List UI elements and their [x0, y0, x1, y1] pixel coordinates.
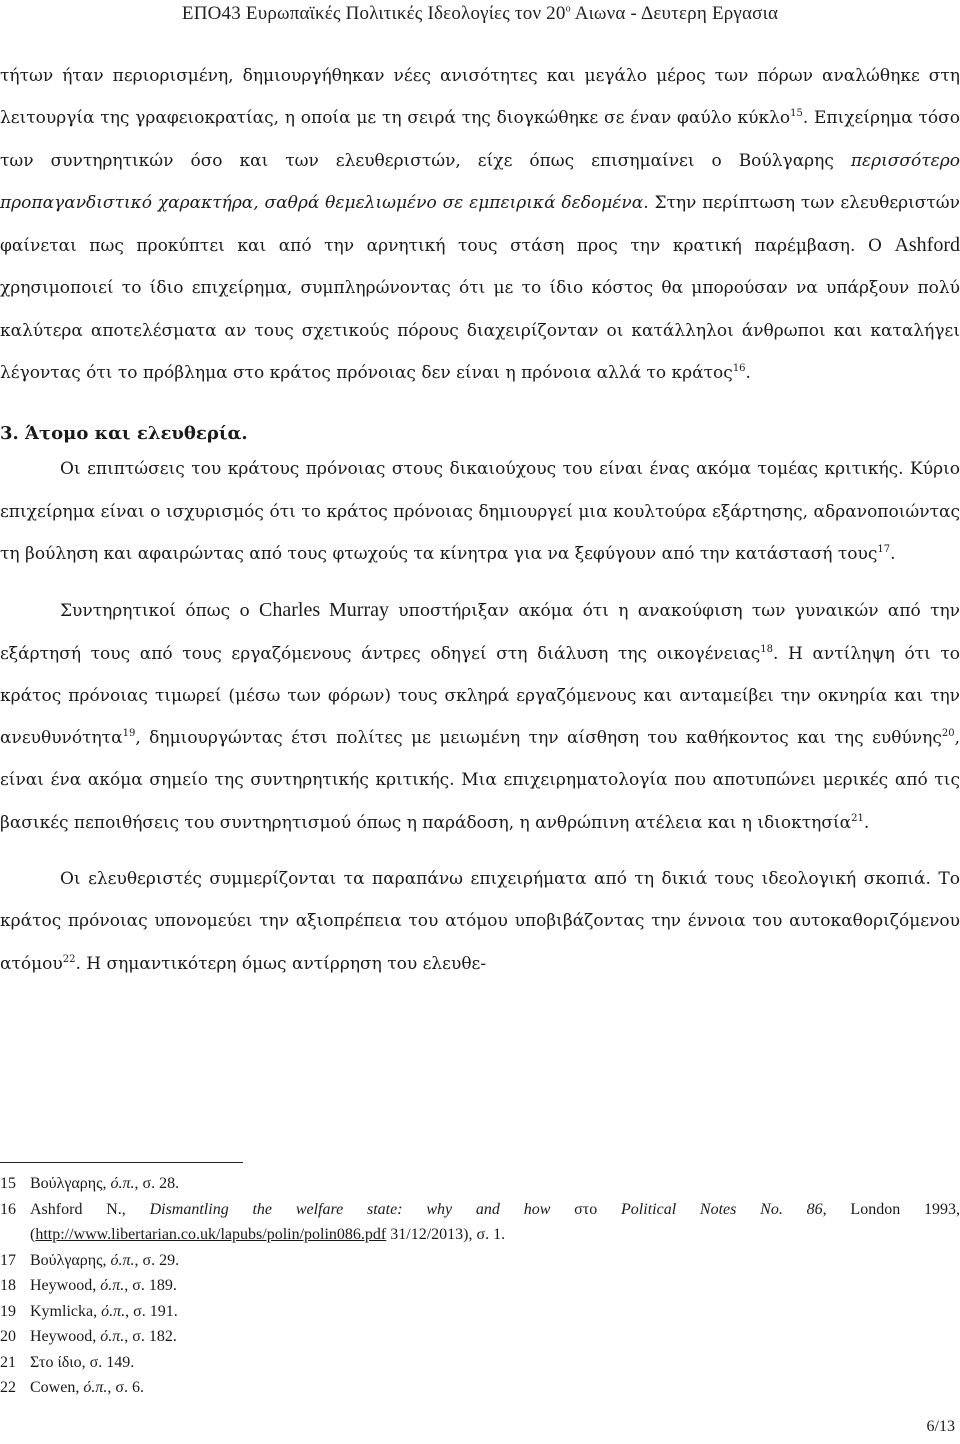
footnote-ref: 21: [851, 812, 864, 824]
text-run: Οι ελευθεριστές συμμερίζονται τα παραπάνω επιχειρήματα από τη δικιά τους ιδεολογική σκοπιά. Το κράτος πρόνοιας υπονομεύει την αξιοπρέπεια του ατόμου υποβιβάζοντας την έννοια του αυτοκαθοριζόμενου ατόμου: [0, 869, 960, 974]
paragraph-2: [0, 448, 960, 575]
footnote-ref: 22: [62, 953, 76, 965]
paragraph-1: [0, 55, 960, 394]
footnote-text: [30, 1299, 960, 1325]
footnote-text: [30, 1324, 960, 1350]
italic-run: ό.π.: [110, 1251, 135, 1269]
text-run: τήτων ήταν περιορισμένη, δημιουργήθηκαν νέες ανισότητες και μεγάλο μέρος των πόρων αναλώθηκε στη λειτουργία της γραφειοκρατίας, η οποία με τη σειρά της διογκώθηκε σε έναν φαύλο κύκλο: [0, 66, 960, 129]
header-text: ΕΠΟ43 Ευρωπαϊκές Πολιτικές Ιδεολογίες τον 20: [181, 3, 566, 24]
italic-run: ό.π.: [110, 1175, 135, 1192]
footnote-text: [30, 1171, 960, 1197]
text-run: Cowen,: [30, 1379, 84, 1396]
footnotes: [0, 1171, 960, 1401]
text-run: , δημιουργώντας έτσι πολίτες με μειωμένη την αίσθηση του καθήκοντος και της ευθύνης: [135, 728, 942, 749]
text-run: , σ. 191.: [125, 1302, 178, 1320]
section-heading: 3. Άτομο και ελευθερία.: [0, 423, 248, 445]
footnote-number: 21: [0, 1353, 16, 1371]
text-run: , είναι ένα ακόμα σημείο της συντηρητικής κριτικής. Μια επιχειρηματολογία που αποτυπώνει μερικές από τις βασικές πεποιθήσεις του συντηρητισμού όπως η παράδοση, η ανθρώπινη ατέλεια και η ιδιοκτησία: [0, 728, 960, 833]
text-run: , London 1993, (: [30, 1200, 960, 1243]
footnote-16: [0, 1197, 960, 1248]
text-run: Συντηρητικοί όπως ο: [60, 601, 260, 622]
italic-run: ό.π.: [100, 1277, 125, 1294]
text-run: .: [890, 543, 896, 564]
footnote-number: 18: [0, 1277, 16, 1294]
footnote-number: 20: [0, 1328, 16, 1345]
author-name: Ashford: [894, 234, 960, 257]
footnote-19: [0, 1299, 960, 1325]
text-run: Ashford N.,: [30, 1200, 150, 1218]
text-run: στο: [550, 1200, 622, 1218]
running-header: [0, 3, 960, 25]
footnote-text: [30, 1273, 960, 1299]
footnote-ref: 18: [760, 643, 773, 655]
text-run: .: [863, 812, 870, 833]
footnote-18: [0, 1273, 960, 1299]
italic-run: ό.π.: [100, 1328, 125, 1345]
footnote-15: [0, 1171, 960, 1197]
text-run: Οι επιπτώσεις του κράτους πρόνοιας στους δικαιούχους του είναι ένας ακόμα τομέας κριτικής. Κύριο επιχείρημα είναι ο ισχυρισμός ότι το κράτος πρόνοιας δημιουργεί μια κουλτούρα εξάρτησης, αδρανοποιώντας τη βούληση και αφαιρώντας από τους φτωχούς τα κίνητρα για να ξεφύγουν από την κατάστασή τους: [0, 459, 960, 564]
text-run: , σ. 29.: [134, 1251, 180, 1269]
text-run: , σ. 189.: [124, 1277, 177, 1294]
footnote-ref: 20: [941, 728, 955, 740]
text-run: Heywood,: [30, 1328, 101, 1345]
footnote-number: 17: [0, 1251, 16, 1269]
footnote-number: 22: [0, 1379, 16, 1396]
author-name: Charles Murray: [259, 599, 389, 622]
header-text-after: Αιωνα - Δευτερη Εργασια: [570, 3, 779, 24]
text-run: Βούλγαρης,: [30, 1175, 111, 1192]
footnote-ref: 17: [877, 543, 891, 555]
text-run: .: [745, 363, 751, 384]
footnote-text: Στο ίδιο, σ. 149.: [30, 1353, 135, 1371]
footnote-ref: 19: [122, 728, 136, 740]
footnote-number: 15: [0, 1175, 16, 1192]
footnote-17: [0, 1248, 960, 1274]
footnote-separator: [0, 1162, 243, 1163]
text-run: , σ. 28.: [134, 1175, 180, 1192]
text-run: , σ. 182.: [124, 1328, 177, 1345]
page-number: 6/13: [926, 1418, 955, 1435]
header-superscript: ο: [565, 3, 571, 15]
footnote-text: [30, 1248, 960, 1274]
italic-run: ό.π.: [83, 1379, 108, 1396]
italic-quote: περισσότερο προπαγανδιστικό χαρακτήρα, σαθρά θεμελιωμένο σε εμπειρικά δεδομένα: [0, 150, 960, 213]
text-run: . Η σημαντικότερη όμως αντίρρηση του ελευθε-: [75, 953, 487, 974]
text-run: . Στην περίπτωση των ελευθεριστών φαίνεται πως προκύπτει και από την αρνητική τους στάση προς την κρατική παρέμβαση. Ο: [0, 192, 960, 257]
footnote-link[interactable]: http://www.libertarian.co.uk/lapubs/polin/polin086.pdf: [35, 1226, 387, 1243]
body-text: [0, 55, 960, 985]
footnote-20: [0, 1324, 960, 1350]
footnote-number: 16: [0, 1200, 16, 1218]
paragraph-3: [0, 589, 960, 844]
footnote-21: [0, 1350, 960, 1376]
text-run: χρησιμοποιεί το ίδιο επιχείρημα, συμπληρώνοντας ότι με το ίδιο κόστος θα μπορούσαν να υπάρξουν πολύ καλύτερα αποτελέσματα αν τους σχετικούς πόρους διαχειρίζονταν οι κατάλληλοι άνθρωποι και καταλήγει λέγοντας ότι το πρόβλημα στο κράτος πρόνοιας δεν είναι η πρόνοια αλλά το κράτος: [0, 278, 960, 384]
text-run: . Επιχείρημα τόσο των συντηρητικών όσο και των ελευθεριστών, είχε όπως επισημαίνει ο Βούλγαρης: [0, 108, 960, 171]
footnote-number: 19: [0, 1302, 16, 1320]
text-run: . Η αντίληψη ότι το κράτος πρόνοιας τιμωρεί (μέσω των φόρων) τους σκληρά εργαζόμενους και ανταμείβει την οκνηρία και την ανευθυνότητα: [0, 643, 960, 749]
italic-run: ό.π.: [101, 1302, 126, 1320]
footnote-text: [30, 1197, 960, 1248]
footnote-22: [0, 1375, 960, 1401]
text-run: υποστήριξαν ακόμα ότι η ανακούφιση των γυναικών από την εξάρτησή τους από τους εργαζόμενους άντρες οδηγεί στη διάλυση της οικογένειας: [0, 601, 960, 664]
footnote-ref: 16: [732, 363, 746, 375]
italic-run: Political Notes No. 86: [621, 1200, 823, 1218]
paragraph-4: [0, 858, 960, 985]
footnote-ref: 15: [790, 108, 803, 120]
text-run: Βούλγαρης,: [30, 1251, 111, 1269]
footnote-text: [30, 1375, 960, 1401]
italic-run: Dismantling the welfare state: why and how: [149, 1200, 551, 1218]
text-run: 31/12/2013), σ. 1.: [386, 1226, 506, 1243]
text-run: Heywood,: [30, 1277, 101, 1294]
text-run: , σ. 6.: [107, 1379, 144, 1396]
text-run: Kymlicka,: [30, 1302, 102, 1320]
